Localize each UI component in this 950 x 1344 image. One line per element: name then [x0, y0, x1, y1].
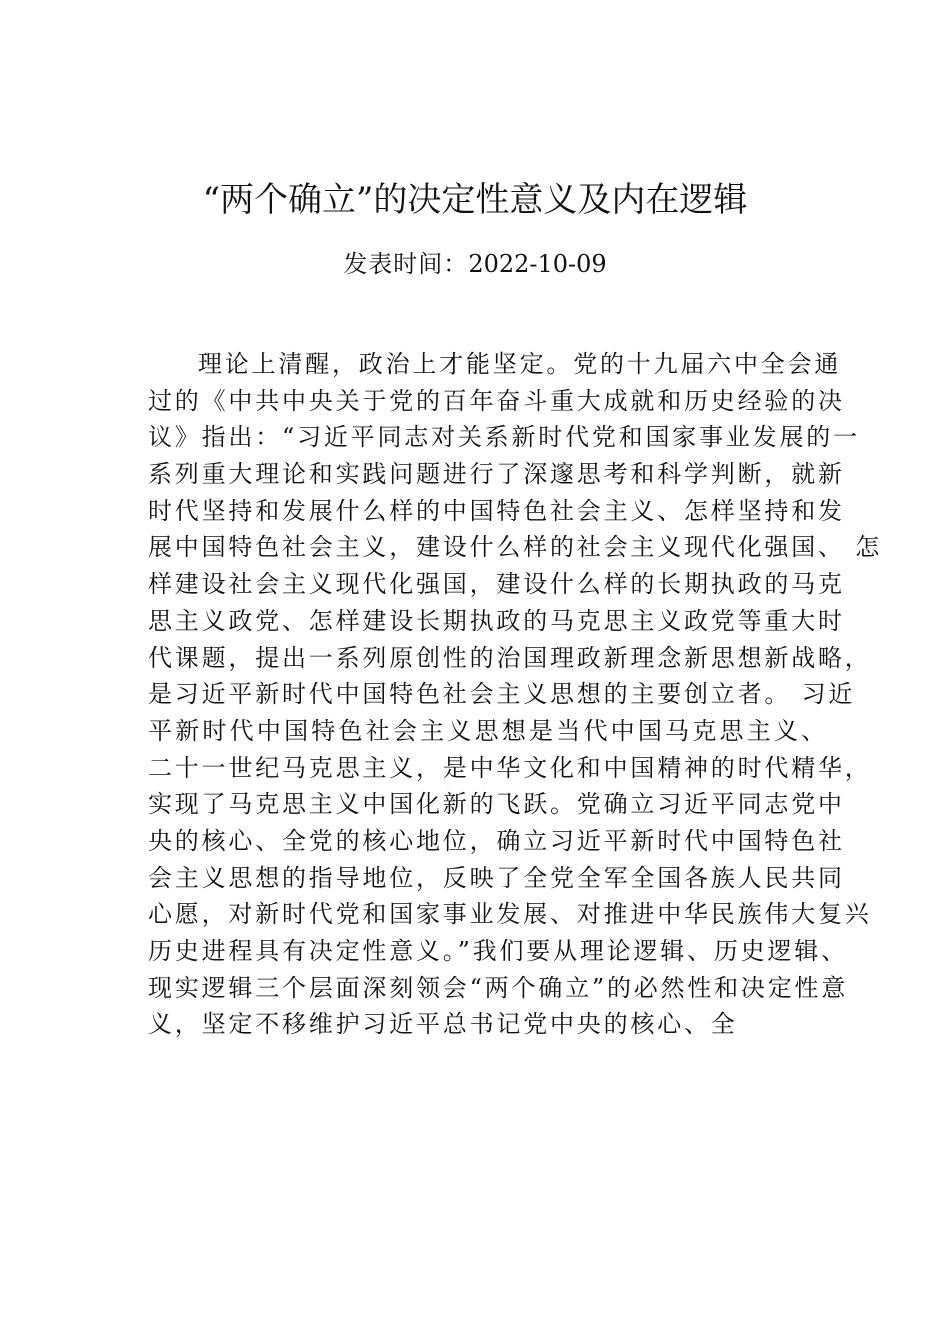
- text-line: 时代坚持和发展什么样的中国特色社会主义、怎样坚持和发: [148, 496, 845, 525]
- publish-date-value: 2022-10-09: [468, 250, 607, 278]
- text-line: 央的核心、全党的核心地位，确立习近平新时代中国特色社: [148, 826, 845, 855]
- text-line: 过的《中共中央关于党的百年奋斗重大成就和历史经验的决: [148, 386, 845, 415]
- text-line: 样建设社会主义现代化强国，建设什么样的长期执政的马克: [148, 570, 845, 599]
- text-line: 是习近平新时代中国特色社会主义思想的主要创立者。 习近: [148, 680, 856, 709]
- text-line: 实现了马克思主义中国化新的飞跃。党确立习近平同志党中: [148, 790, 845, 819]
- text-line: 现实逻辑三个层面深刻领会“两个确立”的必然性和决定性意: [148, 973, 849, 1002]
- text-line: 心愿，对新时代党和国家事业发展、对推进中华民族伟大复兴: [148, 900, 872, 929]
- text-line: 历史进程具有决定性意义。”我们要从理论逻辑、历史逻辑、: [148, 937, 848, 965]
- text-line: 会主义思想的指导地位，反映了全党全军全国各族人民共同: [148, 863, 845, 892]
- text-line: 理论上清醒，政治上才能坚定。党的十九届六中全会通: [198, 350, 842, 378]
- text-line: 二十一世纪马克思主义，是中华文化和中国精神的时代精华，: [148, 753, 872, 782]
- document-title: “两个确立”的决定性意义及内在逻辑: [202, 180, 748, 220]
- text-line: 思主义政党、怎样建设长期执政的马克思主义政党等重大时: [148, 606, 845, 635]
- text-line: 义，坚定不移维护习近平总书记党中央的核心、全: [148, 1010, 738, 1039]
- text-line: 议》指出：“习近平同志对关系新时代党和国家事业发展的一: [148, 423, 860, 452]
- body-paragraph: [148, 346, 883, 1043]
- text-line: 系列重大理论和实践问题进行了深邃思考和科学判断，就新: [148, 460, 845, 489]
- text-line: 平新时代中国特色社会主义思想是当代中国马克思主义、: [148, 716, 828, 745]
- text-line: 展中国特色社会主义，建设什么样的社会主义现代化强国、 怎: [148, 533, 883, 562]
- publish-date-label: 发表时间：: [343, 250, 469, 278]
- publish-date: [0, 246, 950, 282]
- text-line: 代课题，提出一系列原创性的治国理政新理念新思想新战略，: [148, 643, 872, 672]
